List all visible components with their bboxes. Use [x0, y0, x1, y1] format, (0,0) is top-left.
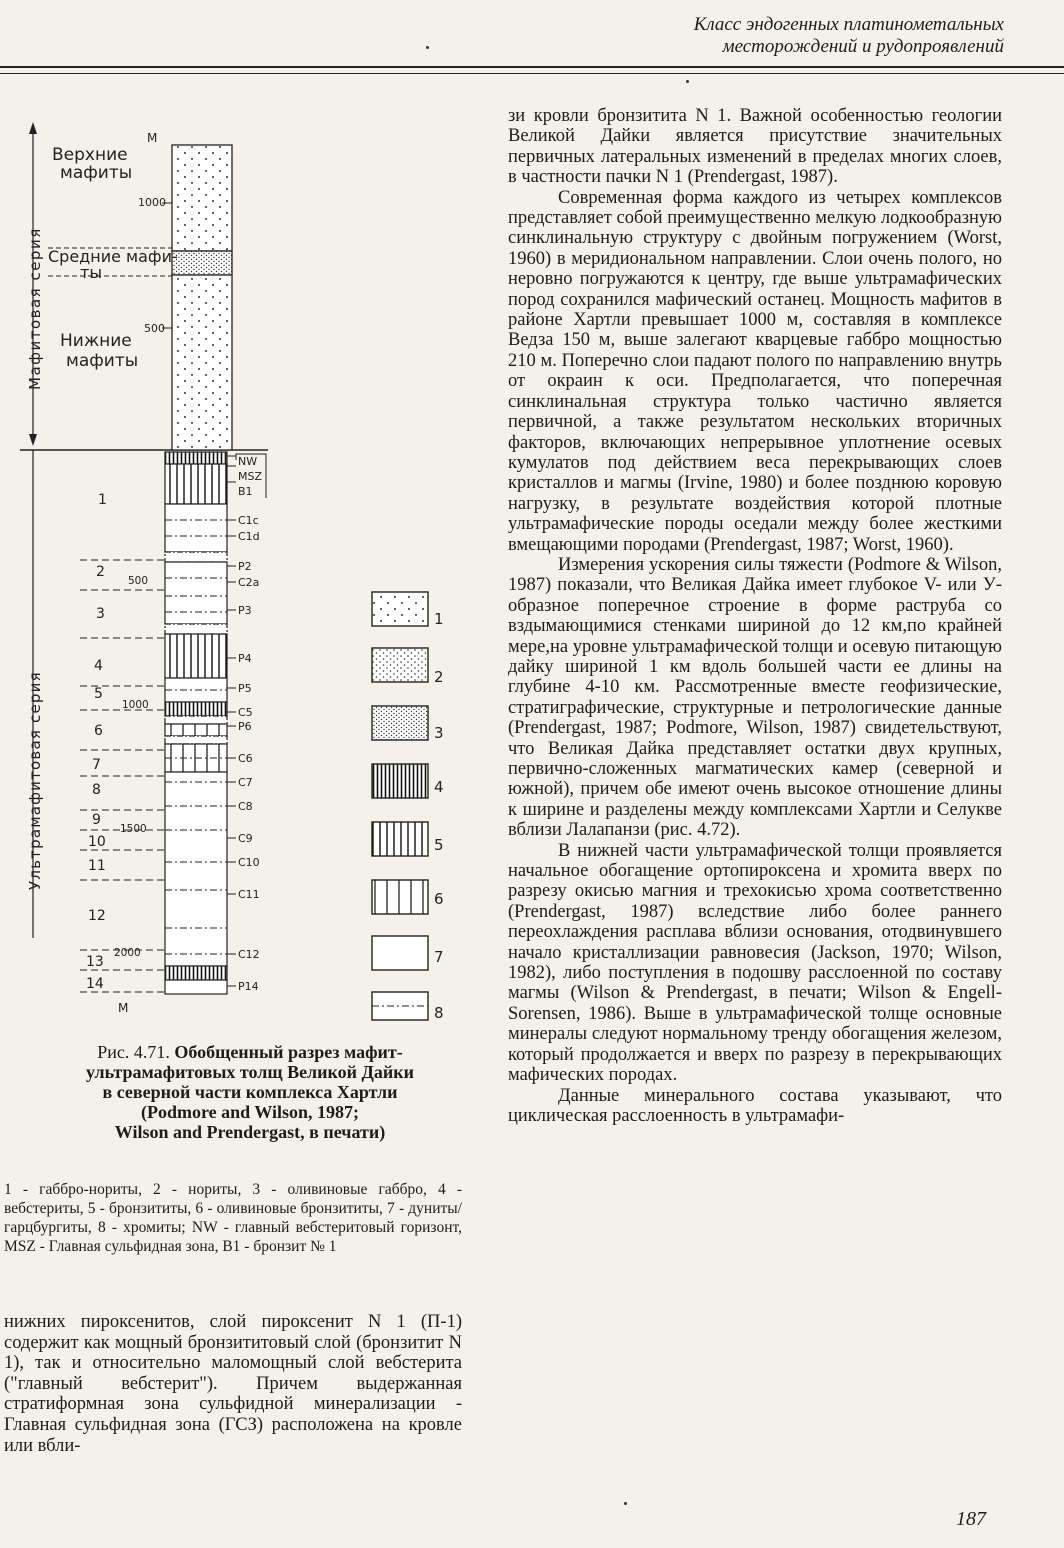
- page-number: 187: [956, 1508, 986, 1530]
- unit-label-bottom: М: [118, 1001, 129, 1015]
- zone-label-upper-1: Верхние: [52, 145, 128, 165]
- depth-label-upper-1000: 1000: [138, 196, 166, 209]
- legend-box-7: [372, 936, 428, 970]
- depth-label-lower-1000: 1000: [122, 699, 149, 711]
- caption-title-2: ультрамафитовых толщ Великой Дайки: [85, 1062, 415, 1082]
- caption-title-3: в северной части комплекса Хартли: [102, 1082, 398, 1102]
- label-C12: C12: [238, 948, 260, 961]
- depth-label-lower-1500: 1500: [120, 823, 147, 835]
- label-MSZ: MSZ: [238, 470, 263, 483]
- label-C5: C5: [238, 706, 253, 719]
- depth-label-lower-500: 500: [128, 575, 149, 587]
- layer-number-11: 11: [88, 858, 106, 874]
- legend-explanation: 1 - габбро-нориты, 2 - нориты, 3 - оливиновые габбро, 4 - вебстериты, 5 - бронзититы, 6 - оливиновые бронзититы, 7 - дуниты/гарцбургиты, 8 - хромиты; NW - главный вебстеритовый горизонт, MSZ - Главная сульфидная зона, В1 - бронзит № 1: [4, 1181, 462, 1255]
- label-P3: P3: [238, 604, 252, 617]
- label-C6: C6: [238, 752, 253, 765]
- legend-box-1: [372, 592, 428, 626]
- caption-title-5: Wilson and Prendergast, в печати): [114, 1122, 386, 1142]
- zone-label-lower-1: Нижние: [60, 331, 132, 351]
- label-P2: P2: [238, 560, 252, 573]
- label-C1d: C1d: [238, 530, 260, 543]
- zone-label-middle-1: Средние мафи-: [48, 247, 178, 266]
- speck: [686, 80, 689, 83]
- zone-label-middle-2: ты: [80, 263, 102, 282]
- legend-number-8: 8: [434, 1004, 444, 1022]
- legend-number-4: 4: [434, 778, 444, 796]
- legend-box-2: [372, 648, 428, 682]
- legend-box-3: [372, 706, 428, 740]
- paragraph-3: Измерения ускорения силы тяжести (Podmore & Wilson, 1987) показали, что Великая Дайка имеет глубокое V- или У-образное поперечное строение в форме раструба со вздымающимися стенками шириной до 12 км,по крайней мере,на уровне ультрамафической толщи и осевую питающую дайку шириной 1 км вдоль большей части ее длины на глубине 4-10 км. Рассмотренные вместе геофизические, стратиграфические, структурные и петрологические данные (Prendergast, 1987; Podmore, Wilson, 1987) свидетельствуют, что Великая Дайка представляет остатки двух крупных, первично-сложенных магматических камер (северной и южной), причем обе имеют очень высокое отношение длины к ширине и разделены между комплексами Хартли и Селукве вблизи Лалапанзи (рис. 4.72).: [508, 554, 1002, 841]
- speck: [426, 46, 429, 49]
- layer-number-13: 13: [86, 954, 104, 970]
- legend-number-7: 7: [434, 948, 444, 966]
- paragraph-4: В нижней части ультрамафической толщи проявляется начальное обогащение ортопироксена и хромита вверх по разрезу окисью магния и трехокисью хрома соответственно (Prendergast, 1987) вследствие либо более раннего переохлаждения расплава вблизи основания, отодвинувшего начало кристаллизации равновесия (Jackson, 1970; Wilson, 1982), либо поступления в подошву расслоенной по составу магмы (Wilson & Prendergast, в печати; Wilson & Engell-Sorensen, 1986). Выше в ультрамафической толще основные минералы следуют нормальному тренду обогащения железом, который продолжается и вверх по разрезу в перекрывающих мафических породах.: [508, 840, 1002, 1086]
- running-header: [694, 14, 1004, 58]
- legend-box-6: [372, 880, 428, 914]
- label-NW: NW: [238, 455, 258, 468]
- zone-label-upper-2: мафиты: [60, 163, 133, 183]
- legend-number-3: 3: [434, 724, 444, 742]
- layer-number-6: 6: [94, 723, 103, 739]
- legend-box-5: [372, 822, 428, 856]
- speck: [624, 1502, 627, 1505]
- legend-number-2: 2: [434, 668, 444, 686]
- depth-label-upper-500: 500: [144, 322, 165, 335]
- label-P6: P6: [238, 720, 252, 733]
- caption-prefix: Рис. 4.71.: [97, 1042, 170, 1062]
- figure-caption: [40, 1042, 460, 1142]
- depth-label-lower-2000: 2000: [114, 947, 141, 959]
- label-C7: C7: [238, 776, 253, 789]
- stratigraphic-column-figure: [0, 90, 470, 1030]
- paragraph-5: Данные минерального состава указывают, что циклическая расслоенность в ультрамафи-: [508, 1085, 1002, 1126]
- header-rule: [0, 66, 1064, 68]
- legend-number-1: 1: [434, 610, 444, 628]
- layer-number-10: 10: [88, 834, 106, 850]
- header-rule-thin: [0, 73, 1064, 74]
- header-line-2: месторождений и рудопроявлений: [722, 36, 1004, 57]
- left-column-text: нижних пироксенитов, слой пироксенит N 1 (П-1) содержит как мощный бронзититовый слой (бронзитит N 1), так и относительно маломощный слой вебстерита ("главный вебстерит"). Причем выдержанная стратиформная зона сульфидной минерализации - Главная сульфидная зона (ГСЗ) расположена на кровле или вбли-: [4, 1312, 462, 1456]
- legend-box-4: [372, 764, 428, 798]
- layer-number-8: 8: [92, 782, 101, 798]
- label-P4: P4: [238, 652, 252, 665]
- layer-number-2: 2: [96, 564, 105, 580]
- zone-label-lower-2: мафиты: [66, 351, 139, 371]
- label-C1c: C1c: [238, 514, 259, 527]
- series-label-upper: Мафитовая серия: [26, 227, 44, 390]
- layer-number-5: 5: [94, 686, 103, 702]
- label-C11: C11: [238, 888, 260, 901]
- paragraph-2: Современная форма каждого из четырех комплексов представляет собой преимущественно мелкую лодкообразную синклинальную структуру с двойным погружением (Worst, 1960) в меридиональном направлении. Слои очень полого, но неровно погружаются к центру, где выше ультрамафических пород сохранился мафический останец. Мощность мафитов в районе Хартли превышает 1000 м, составляя в комплексе Ведза 150 м, выше залегают кварцевые габбро мощностью 210 м. Поперечно слои падают полого по направлению внутрь от окраин к оси. Предполагается, что поперечная синклинальная структура только частично является первичной, а также результатом нескольких вторичных факторов, включающих непрерывное уплотнение осевых кумулатов под действием веса перекрывающих слоев кристаллов и магмы (Irvine, 1980) и более позднюю коровую нагрузку, в результате воздействия которой плотные ультрамафические породы оседали между более жесткими вмещающими породами (Prendergast, 1987; Worst, 1960).: [508, 187, 1002, 555]
- unit-label-top: М: [147, 131, 158, 145]
- label-C2a: C2a: [238, 576, 260, 589]
- legend-number-6: 6: [434, 890, 444, 908]
- layer-number-7: 7: [92, 757, 101, 773]
- label-P5: P5: [238, 682, 252, 695]
- caption-title-1: Обобщенный разрез мафит-: [174, 1042, 403, 1062]
- layer-number-4: 4: [94, 658, 103, 674]
- layer-number-9: 9: [92, 812, 101, 828]
- layer-number-12: 12: [88, 908, 106, 924]
- label-C10: C10: [238, 856, 260, 869]
- caption-title-4: (Podmore and Wilson, 1987;: [140, 1102, 360, 1122]
- label-P14: P14: [238, 980, 259, 993]
- layer-number-3: 3: [96, 606, 105, 622]
- header-line-1: Класс эндогенных платинометальных: [693, 14, 1004, 35]
- layer-number-14: 14: [86, 976, 104, 992]
- label-B1: B1: [238, 485, 253, 498]
- paragraph-1: зи кровли бронзитита N 1. Важной особенностью геологии Великой Дайки является присутствие значительных первичных латеральных изменений в пределах многих слоев, в частности пачки N 1 (Prendergast, 1987).: [508, 106, 1002, 188]
- series-label-lower: Ультрамафитовая серия: [26, 671, 44, 890]
- right-column: [508, 106, 1002, 1126]
- label-C8: C8: [238, 800, 253, 813]
- legend-number-5: 5: [434, 836, 444, 854]
- label-C9: C9: [238, 832, 253, 845]
- layer-number-1: 1: [98, 492, 107, 508]
